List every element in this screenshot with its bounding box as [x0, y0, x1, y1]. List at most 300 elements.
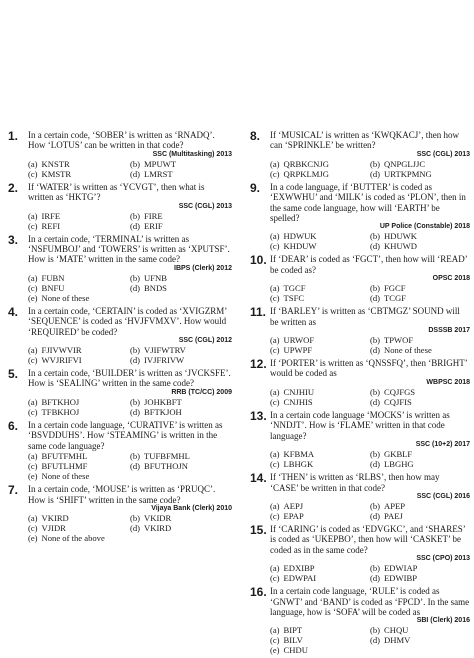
option-label: (a) [28, 512, 38, 523]
answer-option [270, 625, 370, 635]
answer-option [130, 513, 232, 523]
answer-option [270, 283, 370, 293]
question-body [28, 306, 232, 345]
exam-source: SSC (10+2) 2017 [415, 441, 470, 449]
question-number: 15. [250, 522, 267, 537]
answer-option [28, 221, 130, 231]
option-label: (d) [370, 635, 381, 646]
question-block [250, 410, 470, 469]
option-label: (d) [370, 510, 381, 521]
option-text: TCGF [384, 293, 406, 304]
answer-option [270, 501, 370, 511]
option-text: CQJFGS [384, 386, 416, 397]
option-label: (d) [370, 293, 381, 304]
answer-option [370, 159, 470, 169]
option-text: CHDU [283, 645, 308, 656]
question-text: If ‘MUSICAL’ is written as ‘KWQKACJ’, then how can ‘SPRINKLE’ be written? [270, 130, 459, 151]
option-label: (d) [370, 573, 381, 584]
answer-option [28, 159, 130, 169]
answer-option [370, 335, 470, 345]
option-text: HDWUK [283, 231, 317, 242]
option-text: VKIRD [144, 522, 172, 533]
option-text: EPAP [283, 510, 304, 521]
question-number: 5. [8, 367, 19, 382]
answer-option [370, 241, 470, 251]
option-text: EDWIAP [384, 563, 418, 574]
answer-option [370, 169, 470, 179]
option-text: BNFU [41, 282, 65, 293]
option-text: VJIDR [41, 522, 66, 533]
question-block [250, 586, 470, 655]
exam-source: Vijaya Bank (Clerk) 2010 [151, 504, 232, 512]
options-grid [28, 451, 232, 481]
option-text: UFNB [144, 272, 167, 283]
option-label: (c) [270, 168, 280, 179]
question-block [8, 368, 232, 417]
question-number: 11. [250, 305, 267, 320]
option-text: VKIRD [41, 512, 69, 523]
option-label: (c) [270, 396, 280, 407]
question-number: 12. [250, 357, 267, 372]
exam-source: OPSC 2018 [432, 275, 470, 283]
answer-option [370, 511, 470, 521]
answer-option [270, 293, 370, 303]
options-grid [270, 335, 470, 355]
option-text: ERIF [144, 220, 163, 231]
option-label: (c) [28, 220, 38, 231]
options-grid [270, 283, 470, 303]
answer-option [28, 211, 130, 221]
option-label: (d) [130, 282, 141, 293]
answer-option [270, 511, 370, 521]
option-label: (b) [130, 210, 141, 221]
answer-option [28, 461, 130, 471]
answer-option [28, 355, 130, 365]
question-header [8, 484, 232, 513]
question-text: If ‘PORTER’ is written as ‘QNSSFQ’, then ‘BRIGHT’ would be coded as [270, 358, 468, 379]
option-text: FUBN [41, 272, 65, 283]
option-label: (e) [28, 292, 38, 303]
question-header [250, 524, 470, 563]
answer-option [370, 283, 470, 293]
option-text: VJIFWTRV [144, 345, 186, 356]
option-label: (c) [28, 461, 38, 472]
question-text: In a certain code language, ‘CURATIVE’ is written as ‘BSVDDUHS’. How ‘STEAMING’ is written in the same code language? [28, 419, 223, 451]
question-text: If ‘DEAR’ is coded as ‘FGCT’, then how will ‘READ’ be coded as? [270, 254, 468, 275]
option-text: EDXIBP [283, 563, 315, 574]
answer-option [270, 387, 370, 397]
answer-option [270, 449, 370, 459]
answer-option [370, 231, 470, 241]
option-text: APEP [384, 500, 406, 511]
option-label: (d) [370, 396, 381, 407]
exam-source: SSC (Multitasking) 2013 [152, 150, 232, 158]
option-label: (b) [370, 158, 381, 169]
option-text: BNDS [144, 282, 167, 293]
options-grid [270, 501, 470, 521]
answer-option [370, 397, 470, 407]
answer-option [28, 451, 130, 461]
question-body [28, 130, 232, 159]
question-text: In a certain code language, ‘RULE’ is coded as ‘GNWT’ and ‘BAND’ is coded as ‘FPCD’. In the same language, how is ‘SOFA’ will be coded as [270, 586, 470, 617]
question-block [250, 182, 470, 252]
question-body [28, 484, 232, 513]
option-text: None of these [41, 471, 90, 482]
exam-source: RRB (TC/CC) 2009 [171, 388, 232, 396]
option-text: CNJHIS [283, 396, 313, 407]
question-header [250, 130, 470, 159]
options-grid [270, 449, 470, 469]
question-text: In a certain code, ‘SOBER’ is written as ‘RNADQ’. How ‘LOTUS’ can be written in that code? [28, 130, 215, 151]
option-label: (e) [270, 645, 280, 656]
option-label: (a) [28, 396, 38, 407]
question-body [270, 130, 470, 159]
option-label: (b) [370, 231, 381, 242]
option-text: CQJFIS [384, 396, 412, 407]
exam-source: SSC (CGL) 2012 [178, 337, 232, 345]
answer-option [130, 451, 232, 461]
option-text: JOHKBFT [144, 396, 182, 407]
question-block [250, 472, 470, 521]
option-text: QNPGLJJC [384, 158, 426, 169]
question-header [8, 420, 232, 451]
question-body [270, 254, 470, 283]
question-block [250, 130, 470, 179]
answer-option [130, 407, 232, 417]
options-grid [270, 625, 470, 655]
answer-option [130, 169, 232, 179]
options-grid [270, 563, 470, 583]
option-text: CHQU [384, 625, 409, 636]
question-text: In a certain code, ‘CERTAIN’ is coded as ‘XVIGZRM’ ‘SEQUENCE’ is coded as ‘HVJFVMXV’. How would ‘REQUIRED’ be coded? [28, 305, 227, 337]
option-text: BFUTLHMF [41, 461, 88, 472]
right-column [250, 130, 470, 658]
question-number: 10. [250, 253, 267, 268]
question-text: If ‘BARLEY’ is written as ‘CBTMGZ’ SOUND will be written as [270, 306, 460, 327]
answer-option [28, 513, 130, 523]
question-text: If ‘CARING’ is coded as ‘EDVGKC’, and ‘SHARES’ is coded as ‘UKEPBO’, then how will ‘CASKET’ be coded as in the same code? [270, 523, 466, 555]
option-label: (a) [28, 345, 38, 356]
option-label: (b) [370, 449, 381, 460]
answer-option [130, 221, 232, 231]
option-text: FJIVWVIR [41, 345, 82, 356]
option-label: (b) [370, 500, 381, 511]
option-label: (d) [130, 406, 141, 417]
question-body [270, 586, 470, 625]
question-number: 16. [250, 585, 267, 600]
option-label: (e) [28, 471, 38, 482]
option-label: (d) [130, 522, 141, 533]
option-label: (d) [130, 220, 141, 231]
answer-option [370, 563, 470, 573]
answer-option [28, 293, 232, 303]
option-label: (b) [370, 335, 381, 346]
option-label: (c) [28, 282, 38, 293]
option-label: (a) [270, 231, 280, 242]
answer-option [130, 273, 232, 283]
answer-option [130, 355, 232, 365]
exam-source: WBPSC 2018 [426, 378, 470, 386]
question-header [250, 254, 470, 283]
exam-source: SSC (CGL) 2013 [416, 150, 470, 158]
answer-option [370, 345, 470, 355]
exam-source: UP Police (Constable) 2018 [379, 223, 470, 231]
option-text: TSFC [283, 293, 305, 304]
option-text: LMRST [144, 168, 173, 179]
answer-option [130, 461, 232, 471]
question-number: 7. [8, 483, 19, 498]
option-text: REFI [41, 220, 61, 231]
option-text: None of these [41, 292, 90, 303]
option-label: (a) [28, 158, 38, 169]
option-text: UPWPF [283, 345, 313, 356]
option-label: (d) [370, 345, 381, 356]
option-text: BFTKJOH [144, 406, 182, 417]
question-block [8, 182, 232, 231]
answer-option [130, 523, 232, 533]
question-number: 4. [8, 304, 19, 319]
options-grid [270, 159, 470, 179]
option-label: (b) [130, 158, 141, 169]
option-text: AEPJ [283, 500, 304, 511]
option-text: IRFE [41, 210, 61, 221]
option-text: KHDUW [283, 241, 317, 252]
option-label: (a) [270, 386, 280, 397]
option-label: (c) [28, 168, 38, 179]
question-text: In a certain code, ‘TERMINAL’ is written as ‘NSFUMBOJ’ and ‘TOWERS’ is written as ‘XPUTSF’. How is ‘MATE’ written in the same code? [28, 233, 230, 265]
option-text: VKIDR [144, 512, 172, 523]
option-label: (b) [130, 272, 141, 283]
option-label: (c) [270, 510, 280, 521]
question-number: 3. [8, 232, 19, 247]
options-grid [270, 231, 470, 251]
question-number: 8. [250, 129, 261, 143]
question-block [8, 306, 232, 365]
option-text: DHMV [384, 635, 411, 646]
option-label: (d) [370, 168, 381, 179]
option-text: KHUWD [384, 241, 417, 252]
option-label: (c) [270, 241, 280, 252]
option-text: MPUWT [144, 158, 177, 169]
option-text: None of these [384, 345, 432, 356]
option-text: PAEJ [384, 510, 403, 521]
answer-option [270, 231, 370, 241]
question-number: 13. [250, 408, 267, 423]
option-text: BILV [283, 635, 303, 646]
option-text: TUFBFMHL [144, 451, 190, 462]
option-label: (c) [270, 459, 280, 470]
option-text: LBHGK [283, 459, 314, 470]
option-text: URWOF [283, 335, 315, 346]
question-block [250, 358, 470, 407]
option-label: (c) [28, 355, 38, 366]
option-text: FIRE [144, 210, 163, 221]
option-text: FGCF [384, 283, 406, 294]
question-body [270, 472, 470, 501]
option-label: (c) [270, 345, 280, 356]
option-text: BFUTFMHL [41, 451, 88, 462]
option-text: IVJFRIVW [144, 355, 185, 366]
answer-option [270, 345, 370, 355]
question-header [8, 306, 232, 345]
question-body [270, 306, 470, 335]
question-number: 9. [250, 180, 261, 195]
answer-option [28, 533, 232, 543]
exam-source: SBI (Clerk) 2016 [416, 617, 470, 625]
question-block [8, 484, 232, 543]
option-label: (a) [28, 210, 38, 221]
answer-option [28, 345, 130, 355]
question-number: 1. [8, 129, 19, 143]
option-label: (c) [28, 406, 38, 417]
option-text: URTKPMNG [384, 168, 432, 179]
option-label: (a) [270, 283, 280, 294]
option-text: LBGHG [384, 459, 414, 470]
answer-option [28, 397, 130, 407]
option-text: TGCF [283, 283, 306, 294]
question-body [28, 182, 232, 211]
question-text: If ‘WATER’ is written as ‘YCVGT’, then what is written as ‘HKTG’? [28, 181, 205, 203]
question-block [250, 306, 470, 355]
option-label: (a) [270, 158, 280, 169]
exam-source: SSC (CGL) 2016 [416, 492, 470, 500]
option-label: (d) [370, 241, 381, 252]
option-text: GKBLF [384, 449, 413, 460]
option-label: (c) [28, 522, 38, 533]
question-text: If ‘THEN’ is written as ‘RLBS’, then how may ‘CASE’ be written in that code? [270, 472, 440, 493]
option-text: BIPT [283, 625, 303, 636]
answer-option [370, 459, 470, 469]
question-number: 14. [250, 471, 267, 486]
options-grid [28, 513, 232, 543]
option-text: EDWIBP [384, 573, 417, 584]
option-text: BFTKHOJ [41, 396, 80, 407]
question-block [250, 524, 470, 583]
exam-source: IBPS (Clerk) 2012 [174, 264, 232, 272]
question-header [8, 130, 232, 159]
answer-option [270, 563, 370, 573]
question-number: 6. [8, 418, 19, 433]
options-grid [28, 211, 232, 231]
question-header [8, 182, 232, 211]
exam-source: SSC (CGL) 2013 [178, 202, 232, 210]
option-label: (b) [370, 563, 381, 574]
answer-option [270, 645, 370, 655]
option-label: (b) [370, 283, 381, 294]
exam-source: SSC (CPO) 2013 [416, 555, 470, 563]
answer-option [28, 523, 130, 533]
answer-option [270, 635, 370, 645]
answer-option [270, 573, 370, 583]
option-text: WVJRIFVI [41, 355, 82, 366]
answer-option [370, 449, 470, 459]
question-body [28, 420, 232, 451]
question-header [250, 182, 470, 232]
answer-option [28, 169, 130, 179]
answer-option [370, 387, 470, 397]
option-text: TPWOF [384, 335, 414, 346]
question-block [8, 130, 232, 179]
options-grid [28, 345, 232, 365]
option-label: (c) [270, 573, 280, 584]
answer-option [28, 283, 130, 293]
answer-option [370, 625, 470, 635]
option-text: EDWPAI [283, 573, 317, 584]
option-text: HDUWK [384, 231, 417, 242]
option-text: KMSTR [41, 168, 72, 179]
answer-option [270, 459, 370, 469]
option-label: (c) [270, 293, 280, 304]
option-text: QRBKCNJG [283, 158, 329, 169]
question-header [250, 306, 470, 335]
question-text: In a certain code, ‘BUILDER’ is written as ‘JVCKSFE’. How is ‘SEALING’ written in the same code? [28, 368, 231, 389]
option-label: (a) [270, 563, 280, 574]
options-grid [270, 387, 470, 407]
answer-option [28, 407, 130, 417]
answer-option [370, 573, 470, 583]
answer-option [130, 211, 232, 221]
question-body [270, 524, 470, 563]
question-body [270, 410, 470, 449]
option-label: (a) [270, 335, 280, 346]
option-label: (a) [270, 625, 280, 636]
option-label: (c) [270, 635, 280, 646]
answer-option [270, 169, 370, 179]
options-grid [28, 273, 232, 303]
question-header [8, 368, 232, 397]
answer-option [370, 635, 470, 645]
answer-option [270, 241, 370, 251]
option-label: (b) [130, 396, 141, 407]
option-label: (d) [130, 168, 141, 179]
left-column [8, 130, 232, 546]
question-header [8, 234, 232, 273]
question-body [28, 368, 232, 397]
answer-option [28, 471, 232, 481]
answer-option [270, 159, 370, 169]
option-label: (b) [370, 625, 381, 636]
question-header [250, 358, 470, 387]
options-grid [28, 159, 232, 179]
answer-option [370, 293, 470, 303]
option-text: KFBMA [283, 449, 315, 460]
option-text: CNJHIU [283, 386, 315, 397]
question-header [250, 586, 470, 625]
question-header [250, 410, 470, 449]
option-label: (b) [130, 345, 141, 356]
question-header [250, 472, 470, 501]
question-block [8, 234, 232, 303]
option-label: (a) [270, 449, 280, 460]
option-text: BFUTHOJN [144, 461, 188, 472]
answer-option [130, 283, 232, 293]
option-label: (e) [28, 532, 38, 543]
options-grid [28, 397, 232, 417]
option-label: (a) [28, 272, 38, 283]
option-text: QRPKLMJG [283, 168, 329, 179]
answer-option [370, 501, 470, 511]
answer-option [270, 397, 370, 407]
question-body [28, 234, 232, 273]
exam-source: DSSSB 2017 [428, 327, 470, 335]
option-label: (b) [130, 512, 141, 523]
option-label: (b) [370, 386, 381, 397]
option-label: (a) [270, 500, 280, 511]
answer-option [130, 345, 232, 355]
option-text: TFBKHOJ [41, 406, 80, 417]
answer-option [270, 335, 370, 345]
option-label: (d) [370, 459, 381, 470]
